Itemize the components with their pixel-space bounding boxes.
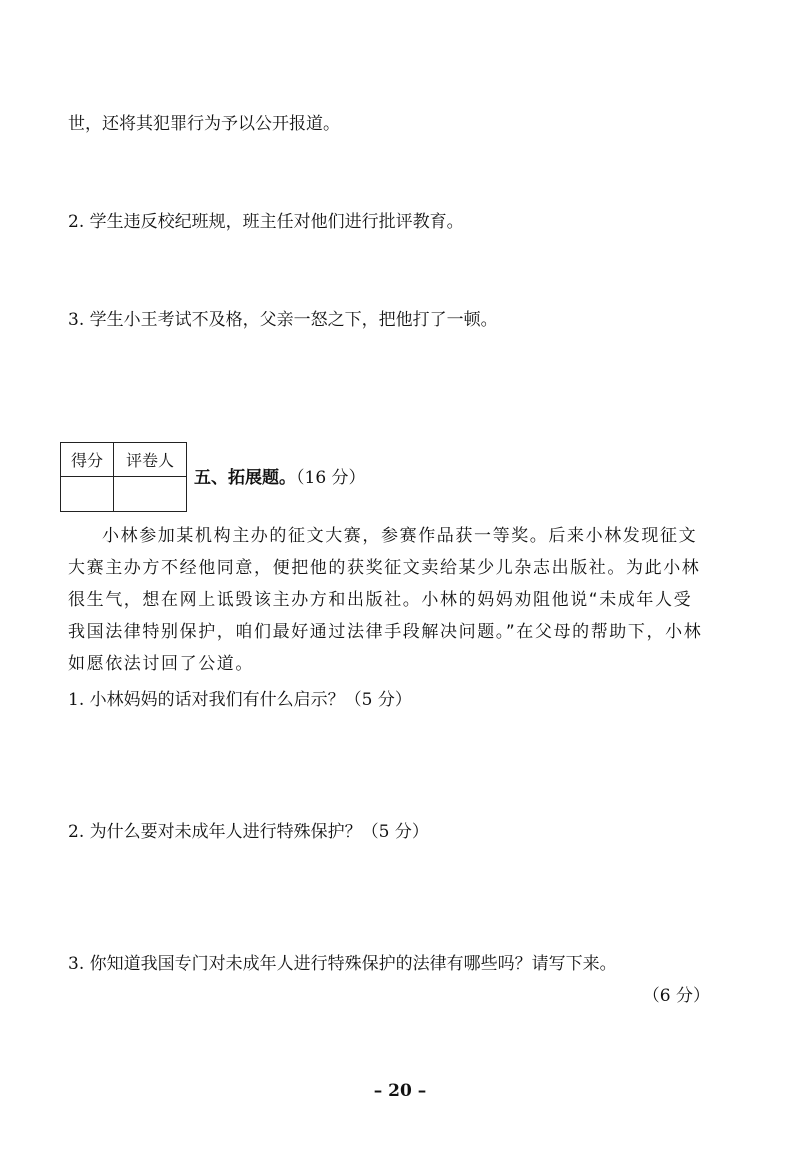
text-line-continuation: 世，还将其犯罪行为予以公开报道。	[68, 114, 340, 134]
question-3-points: （6 分）	[642, 986, 710, 1006]
section-title: 五、拓展题。	[194, 468, 296, 488]
score-table	[60, 442, 187, 512]
section-points: （16 分）	[296, 468, 366, 488]
case-item-2: 2. 学生违反校纪班规，班主任对他们进行批评教育。	[68, 212, 464, 232]
page-number: – 20 –	[373, 1081, 427, 1101]
grader-cell[interactable]	[114, 477, 187, 512]
passage-paragraph: 小林参加某机构主办的征文大赛，参赛作品获一等奖。后来小林发现征文大赛主办方不经他同意，便把他的获奖征文卖给某少儿杂志出版社。为此小林很生气，想在网上诋毁该主办方和出版社。小林的妈妈劝阻他说“未成年人受我国法律特别保护，咱们最好通过法律手段解决问题。”在父母的帮助下，小林如愿依法讨回了公道。	[68, 526, 703, 674]
section-heading	[194, 466, 366, 490]
question-1: 1. 小林妈妈的话对我们有什么启示？（5 分）	[68, 690, 412, 710]
score-cell[interactable]	[61, 477, 114, 512]
grader-label: 评卷人	[114, 443, 187, 477]
question-3: 3. 你知道我国专门对未成年人进行特殊保护的法律有哪些吗？请写下来。	[68, 954, 617, 974]
case-item-3: 3. 学生小王考试不及格，父亲一怒之下，把他打了一顿。	[68, 310, 498, 330]
score-label: 得分	[61, 443, 114, 477]
question-2: 2. 为什么要对未成年人进行特殊保护？（5 分）	[68, 822, 429, 842]
